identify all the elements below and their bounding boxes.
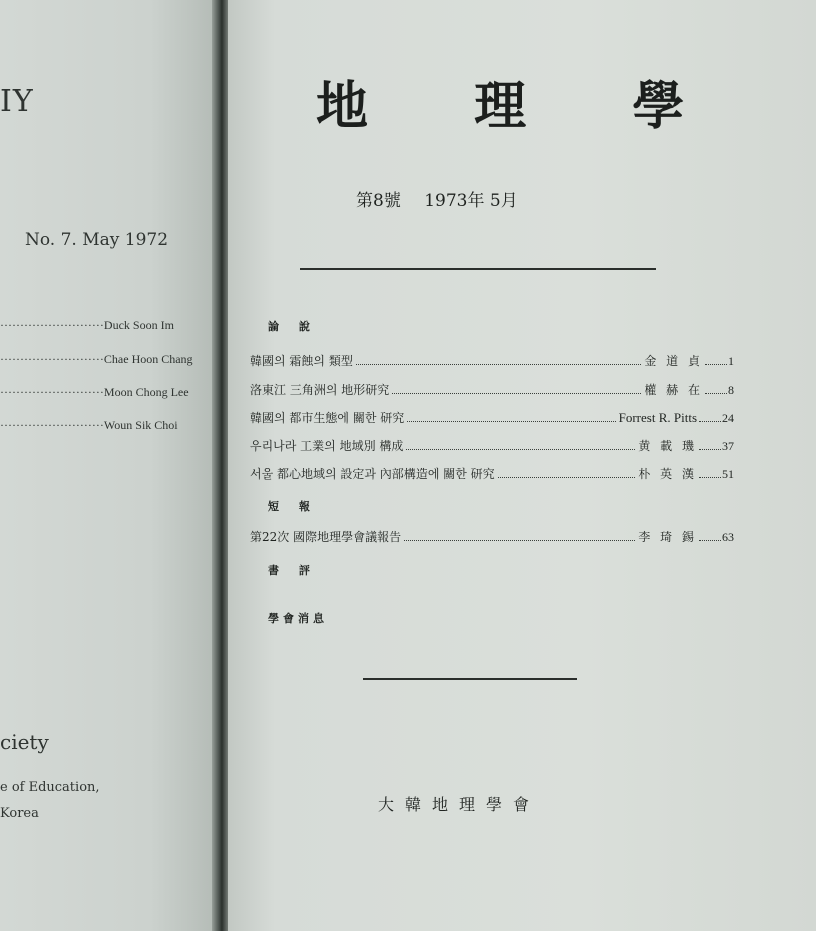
toc-entry[interactable]	[250, 382, 734, 398]
toc-entry-page: 24	[722, 411, 734, 425]
leader-dots	[699, 540, 721, 541]
toc-entry-title: 第22次 國際地理學會議報告	[250, 530, 402, 544]
toc-entry[interactable]	[250, 438, 734, 454]
section-heading: 書 評	[268, 564, 318, 577]
toc-entry[interactable]	[250, 529, 734, 545]
toc-entry-author: 李 琦 錫	[638, 530, 697, 544]
left-author-row: ··························Duck Soon Im	[0, 318, 174, 332]
leader-dots	[699, 477, 721, 478]
toc-entry-author: 黄 載 璣	[638, 439, 697, 453]
left-address-line: Korea	[0, 806, 39, 821]
left-page	[0, 0, 214, 931]
left-author-row: ··························Chae Hoon Chang	[0, 352, 193, 366]
leader-dots	[498, 477, 636, 478]
toc-entry-page: 1	[728, 354, 734, 368]
leader-dots	[705, 393, 727, 394]
toc-entry-page: 63	[722, 530, 734, 544]
toc-entry-title: 韓國의 都市生態에 關한 研究	[250, 411, 405, 425]
toc-entry-author: 朴 英 漢	[638, 467, 697, 481]
left-title-fragment: IY	[0, 84, 34, 119]
publisher-name: 大韓地理學會	[378, 795, 541, 814]
title-divider	[300, 268, 656, 270]
toc-entry-page: 37	[722, 439, 734, 453]
toc-entry-title: 韓國의 霜蝕의 類型	[250, 354, 353, 368]
section-heading: 學會消息	[268, 612, 328, 625]
left-author: Moon Chong Lee	[103, 385, 189, 399]
right-page	[228, 0, 816, 931]
toc-entry-page: 51	[722, 467, 734, 481]
leader-dots	[699, 421, 721, 422]
left-author-row: ··························Woun Sik Choi	[0, 418, 178, 432]
toc-entry-author: Forrest R. Pitts	[618, 410, 697, 425]
toc-entry[interactable]	[250, 353, 734, 369]
issue-date: 1973年 5月	[424, 191, 518, 211]
leader-dots	[705, 364, 727, 365]
left-author-row: ··························Moon Chong Lee	[0, 385, 189, 399]
journal-title: 地 理 學	[316, 76, 729, 137]
left-author: Chae Hoon Chang	[103, 352, 193, 366]
left-address-line: e of Education,	[0, 780, 100, 795]
left-author: Woun Sik Choi	[103, 418, 178, 432]
toc-entry-author: 權 赫 在	[644, 383, 703, 397]
issue-number: 第8號	[356, 191, 401, 211]
toc-entry-page: 8	[728, 383, 734, 397]
bottom-divider	[363, 678, 577, 680]
section-heading: 論 說	[268, 320, 318, 333]
left-issue-line: No. 7. May 1972	[25, 230, 169, 250]
toc-entry-title: 洛東江 三角洲의 地形研究	[250, 383, 390, 397]
section-heading: 短 報	[268, 500, 318, 513]
toc-entry-author: 金 道 貞	[644, 354, 703, 368]
left-society-fragment: ciety	[0, 730, 49, 754]
leader-dots	[407, 421, 615, 422]
toc-entry-title: 서울 都心地域의 設定과 內部構造에 關한 研究	[250, 467, 495, 481]
issue-line	[356, 186, 536, 211]
toc-entry[interactable]	[250, 466, 734, 482]
leader-dots	[404, 540, 635, 541]
leader-dots	[699, 449, 721, 450]
left-author: Duck Soon Im	[103, 318, 174, 332]
leader-dots	[356, 364, 642, 365]
toc-entry[interactable]	[250, 410, 734, 426]
leader-dots	[392, 393, 641, 394]
leader-dots	[406, 449, 635, 450]
toc-entry-title: 우리나라 工業의 地域別 構成	[250, 439, 404, 453]
